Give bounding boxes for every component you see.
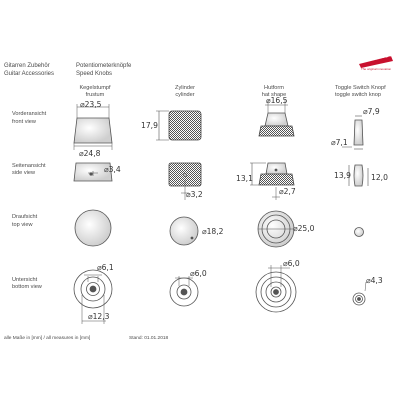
dim-cylinder-side: ⌀3,2: [186, 190, 203, 199]
header-mid-en: Speed Knobs: [76, 71, 113, 77]
dim-toggle-bottom-view: ⌀4,3: [366, 276, 383, 285]
row-side-en: side view: [12, 170, 36, 176]
row-side-de: Seitenansicht: [12, 163, 46, 169]
dim-hat-bottom-view: ⌀6,0: [283, 259, 300, 268]
col-cylinder-en: cylinder: [175, 92, 195, 98]
hat-bottom-view: [256, 265, 296, 312]
cylinder-top-view: [170, 217, 198, 245]
dim-toggle-height-b: 12,0: [371, 173, 388, 182]
row-front-en: front view: [12, 119, 36, 125]
col-frustum-de: Kegelstumpf: [79, 85, 111, 91]
col-cylinder-de: Zylinder: [175, 85, 195, 91]
dim-frustum-bottom-view-top: ⌀6,1: [97, 263, 114, 272]
dim-toggle-mid: ⌀7,1: [331, 138, 348, 147]
toggle-top-view: [355, 228, 364, 237]
row-bottom-de: Untersicht: [12, 277, 38, 283]
row-top-en: top view: [12, 222, 33, 228]
col-frustum-en: frustum: [85, 92, 105, 98]
cylinder-bottom-view: [170, 276, 198, 306]
dim-frustum-top: ⌀23,5: [80, 100, 102, 109]
dim-frustum-side: ⌀3,4: [104, 165, 121, 174]
dim-hat-side: ⌀2,7: [279, 187, 296, 196]
dim-hat-top: ⌀16,5: [266, 96, 288, 105]
hat-top-view: [258, 211, 294, 247]
dim-frustum-bottom: ⌀24,8: [79, 149, 101, 158]
cylinder-front-view: [156, 111, 201, 140]
frustum-front-view: [74, 104, 112, 150]
footer-date: Stand: 01.01.2018: [129, 336, 169, 341]
logo-wordmark: Schaller: [359, 49, 394, 65]
dim-toggle-top: ⌀7,9: [363, 107, 380, 116]
col-hat-en: hat shape: [261, 92, 287, 98]
header-left-en: Guitar Accessories: [4, 71, 55, 77]
header-left-de: Gitarren Zubehör: [4, 63, 50, 69]
frustum-top-view: [75, 210, 111, 246]
logo-tagline: The original innovation: [361, 67, 392, 71]
dim-hat-height: 13,1: [236, 174, 253, 183]
row-top-de: Draufsicht: [12, 214, 38, 220]
row-front-de: Vorderansicht: [12, 111, 47, 117]
dim-cylinder-bottom-view: ⌀6,0: [190, 269, 207, 278]
col-hat-de: Hutform: [264, 85, 284, 91]
col-toggle-en: toggle switch knop: [335, 92, 382, 98]
dim-cylinder-height: 17,9: [141, 121, 158, 130]
footer-units: alle Maße in [mm] / all measures in [mm]: [4, 336, 91, 341]
header-mid-de: Potentiometerknöpfe: [76, 63, 132, 69]
dim-cylinder-top: ⌀18,2: [202, 227, 224, 236]
toggle-side-view: [349, 165, 368, 186]
dim-toggle-height-a: 13,9: [334, 171, 351, 180]
toggle-bottom-view: [353, 282, 366, 305]
row-bottom-en: bottom view: [12, 284, 42, 290]
dim-frustum-bottom-view-bottom: ⌀12,3: [88, 312, 110, 321]
hat-front-view: [259, 100, 294, 136]
col-toggle-de: Toggle Switch Knopf: [335, 85, 386, 91]
dim-hat-top-view: ⌀25,0: [293, 224, 315, 233]
